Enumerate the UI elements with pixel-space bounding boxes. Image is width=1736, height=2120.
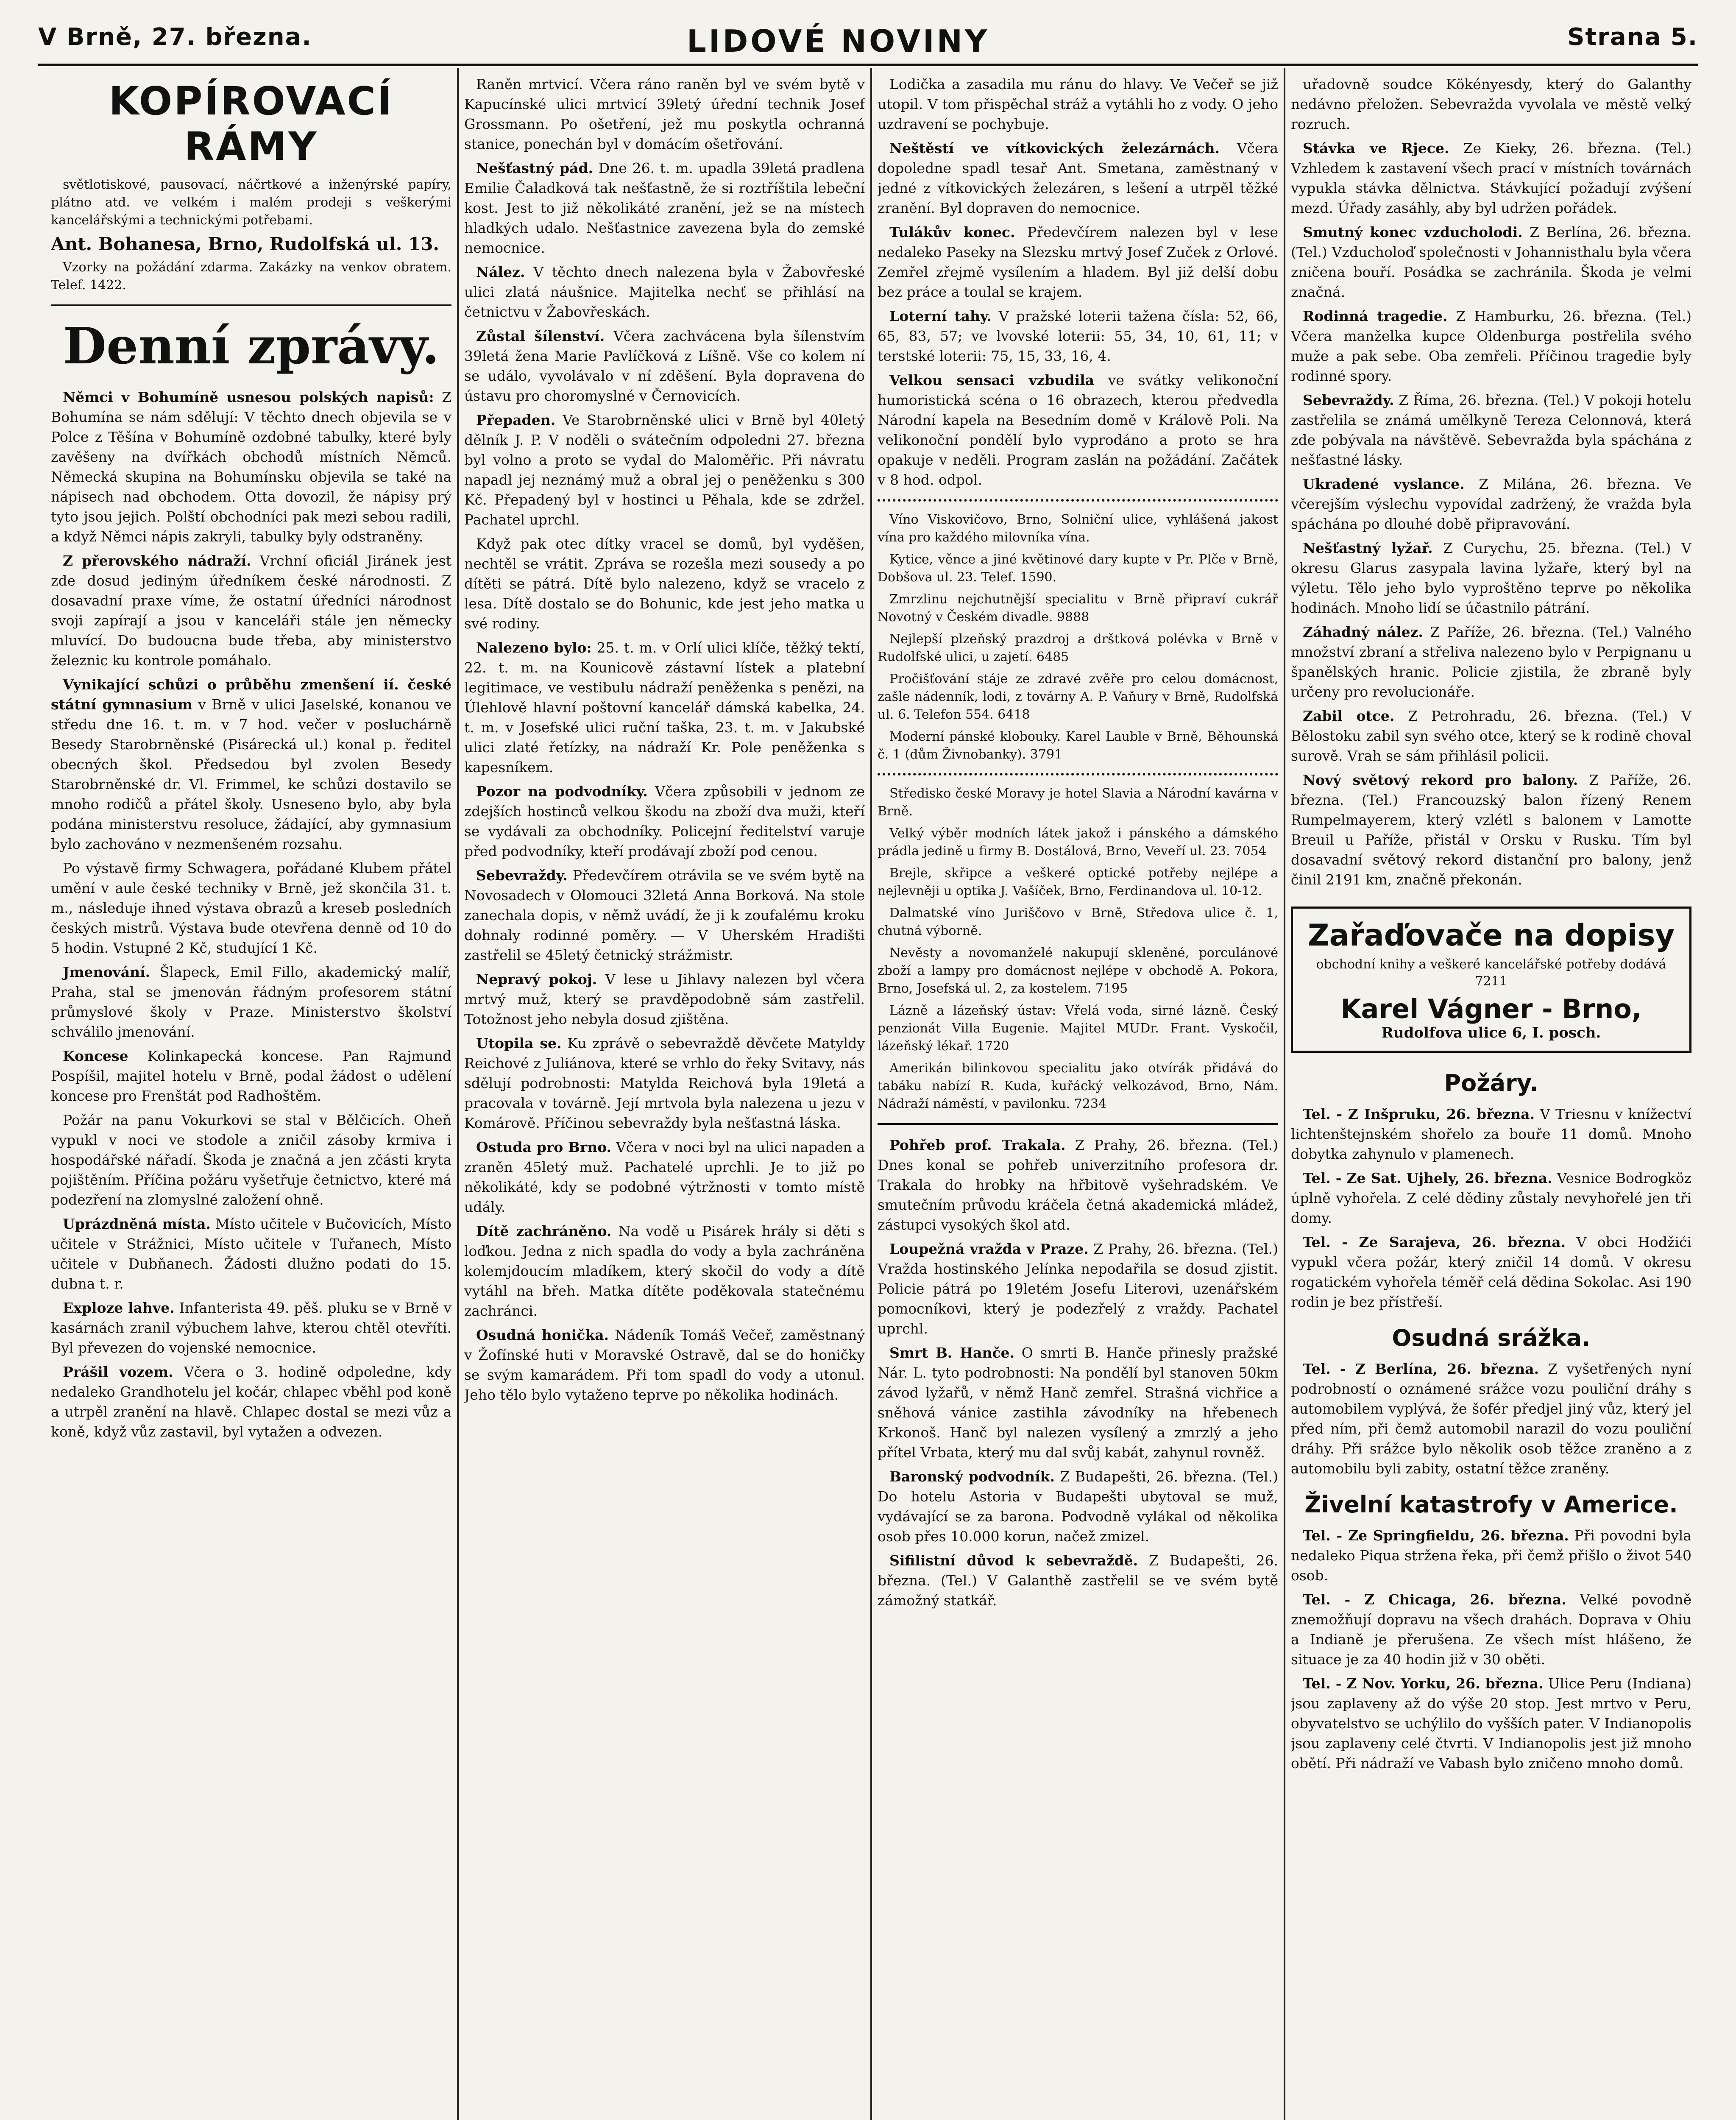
article-lead: Tulákův konec. [889, 224, 1015, 240]
article [464, 969, 865, 1029]
article-body: Z Paříže, 26. března. (Tel.) Francouzský balon řízený Renem Rumpelmayerem, který vzlétl s balonem v Lamotte Breuil u Paříže, přistál v Orsku v Rusku. Tím byl dosavadní světový rekord distanční pro balony, jenž činil 2191 km, značně překonán. [1291, 772, 1691, 888]
divider [51, 304, 451, 306]
article-lead: Z přerovského nádraží. [63, 552, 251, 569]
article [464, 638, 865, 777]
article [878, 306, 1278, 366]
article-body: O smrti B. Hanče přinesly pražské Nár. L. tyto podrobnosti: Na pondělí byl stanoven 50km závod lyžařů, v němž Hanč zemřel. Strašná vichřice a sněhová vánice zastihla závodníky na hřebenech Krkonoš. Hanč byl nalezen vysílený a zmrzlý a jeho přítel Vrbata, který mu dal svůj kabát, zahynul rovněž. [878, 1345, 1278, 1461]
newspaper-title: LIDOVÉ NOVINY [687, 23, 990, 59]
article [51, 1362, 451, 1442]
article-body: Kolinkapecká koncese. Pan Rajmund Pospíšil, majitel hotelu v Brně, podal žádost o udělení koncese pro Frenštát pod Radhoštěm. [51, 1048, 451, 1104]
article-lead: Tel. - Ze Springfieldu, 26. března. [1303, 1527, 1569, 1544]
article-lead: Tel. - Z Inšpruku, 26. března. [1303, 1106, 1535, 1122]
article-body: Včera zachvácena byla šílenstvím 39letá žena Marie Pavlíčková z Líšně. Vše co kolem ní se událo, vyvolávalo v ní zděšení. Byla dopravena do ústavu pro choromyslné v Černovicích. [464, 328, 865, 404]
article-lead: Němci v Bohumíně usnesou polských napisů: [63, 389, 434, 405]
article-body: V pražské loterii tažena čísla: 52, 66, 65, 83, 57; ve lvovské loterii: 55, 34, 10, 61, 11; v terstské loterii: 75, 15, 33, 16, 4. [878, 308, 1278, 364]
article-lead: Stávka ve Rjece. [1303, 140, 1449, 156]
article [464, 1137, 865, 1217]
article-lead: Zabil otce. [1303, 708, 1395, 724]
article [1291, 1674, 1691, 1773]
ad-text: světlotiskové, pausovací, náčrtkové a inženýrské papíry, plátno atd. ve velkém i malém prodeji s veškerými kancelářskými a technickými potřebami. [51, 177, 451, 228]
article [464, 158, 865, 258]
article-lead: Sifilistní důvod k sebevraždě. [889, 1552, 1138, 1569]
article-lead: Uprázdněná místa. [63, 1216, 211, 1232]
article-lead: Prášil vozem. [63, 1364, 173, 1380]
article-lead: Nešťastný pád. [476, 160, 594, 176]
article-body: Místo učitele v Bučovicích, Místo učitele v Strážnici, Místo učitele v Tuřanech, Místo učitele v Dubňanech. Žádosti dlužno podati do 15. dubna t. r. [51, 1216, 451, 1292]
article-body: Dne 26. t. m. upadla 39letá pradlena Emilie Čaladková tak nešťastně, že si roztříštila lebeční kost. Jest to již několikáté zranění, jež se na místech hladkých udalo. Nešťastnice zavezena byla do zemské nemocnice. [464, 160, 865, 256]
article-body: Předevčírem otrávila se ve svém bytě na Novosadech v Olomouci 32letá Anna Borková. Na stole zanechala dopis, v němž uvádí, že ji k zoufalému kroku dohnaly rodinné poměry. — V Uherském Hradišti zastřelil se 45letý četnický strážmistr. [464, 867, 865, 963]
article-lead: Dítě zachráněno. [476, 1223, 612, 1239]
classified-ad: Nejlepší plzeňský prazdroj a drštková polévka v Brně v Rudolfské ulici, u zajetí. 6485 [878, 632, 1278, 664]
article-lead: Záhadný nález. [1303, 624, 1423, 640]
article [1291, 306, 1691, 386]
article [878, 1467, 1278, 1546]
masthead-rule [38, 64, 1698, 66]
article [51, 1046, 451, 1106]
page-number: Strana 5. [1567, 23, 1698, 51]
article-body: Z Říma, 26. března. (Tel.) V pokoji hotelu zastřelila se známá umělkyně Tereza Celonnová, která zde pobývala na návštěvě. Sebevražda byla spáchána z nešťastné lásky. [1291, 392, 1691, 468]
article-lead: Tel. - Z Berlína, 26. března. [1303, 1361, 1539, 1377]
article-lead: Jmenování. [63, 964, 150, 980]
article-lead: Ukradené vyslance. [1303, 476, 1465, 492]
article [1291, 1232, 1691, 1312]
article-lead: Vynikající schůzi o průběhu zmenšení ií. české státní gymnasium [51, 676, 451, 713]
article [1291, 770, 1691, 890]
article-body: ve svátky velikonoční humoristická scéna o 16 obrazech, kterou předvedla Národní kapela na Besedním domě v Králově Poli. Na velikonoční pondělí bylo vyprodáno a proto se hra opakuje v neděli. Program zaslán na požádání. Začátek v 8 hod. odpol. [878, 372, 1278, 488]
article [1291, 1359, 1691, 1478]
article-body: V obci Hodžići vypukl včera požár, který zničil 14 domů. V okresu rogatickém vyhořela téměř celá dědina Sokolac. Asi 190 rodin je bez přístřeší. [1291, 1234, 1691, 1310]
article: Když pak otec dítky vracel se domů, byl vyděšen, nechtěl se vrátit. Zpráva se rozešla mezi sousedy a po dítěti se pátrá. Dítě bylo nalezeno, když se vracelo z lesa. Dítě dostalo se do Bohunic, kde jest jeho matka u své rodiny. [464, 536, 865, 632]
article-body: Šlapeck, Emil Fillo, akademický malíř, Praha, stal se jmenován řádným profesorem státní průmyslové školy v Praze. Ministerstvo školství schválilo jmenování. [51, 964, 451, 1040]
section-title: Denní zprávy. [63, 316, 440, 375]
article-body: Z vyšetřených nyní podrobností o oznámené srážce vozu pouliční dráhy s automobilem vyplývá, že šofér předjel jiný vůz, který jel před ním, při čemž automobil narazil do vozu pouliční dráhy. Při srážce bylo několik osob těžce zraněno a z automobilu byli zabity, ostatní těžce zraněny. [1291, 1361, 1691, 1477]
article-lead: Přepaden. [476, 412, 556, 428]
article-body: Velké povodně znemožňují dopravu na všech drahách. Doprava v Ohiu a Indianě je přerušena. Ze všech míst hlášeno, že situace je za 40 hodin již v 30 oběti. [1291, 1591, 1691, 1668]
article-lead: Velkou sensaci vzbudila [889, 372, 1095, 388]
article-lead: Tel. - Ze Sarajeva, 26. března. [1303, 1234, 1566, 1250]
classified-ad: Brejle, skřipce a veškeré optické potřeby nejlépe a nejlevněji u optika J. Vašíček, Brno, Ferdinandova ul. 10-12. [878, 866, 1278, 898]
article-body: Předevčírem nalezen byl v lese nedaleko Paseky na Slezsku mrtvý Josef Zuček z Orlové. Zemřel zřejmě vysílením a hladem. Byl již delší dobu bez práce a toulal se krajem. [878, 224, 1278, 300]
column-divider [457, 68, 459, 2120]
classified-ad: Víno Viskovičovo, Brno, Solniční ulice, vyhlášená jakost vína pro každého milovníka vína. [878, 512, 1278, 545]
article-body: Ze Kieky, 26. března. (Tel.) Vzhledem k zastavení všech prací v místních továrnách vypukla stávka dělnictva. Stávkující požadují zvýšení mezd. Úřady zasáhly, aby byl udržen pořádek. [1291, 140, 1691, 216]
article-lead: Ostuda pro Brno. [476, 1139, 612, 1155]
article-body: Z Prahy, 26. března. (Tel.) Vražda hostinského Jelínka nepodařila se dosud zjistit. Policie pátrá po 19letém Josefu Literovi, uzenářském pomocníkovi, který je podezřelý z vraždy. Pachatel uprchl. [878, 1241, 1278, 1337]
article-lead: Tel. - Z Nov. Yorku, 26. března. [1303, 1675, 1544, 1692]
article-lead: Loterní tahy. [889, 308, 992, 324]
article-body: Infanterista 49. pěš. pluku se v Brně v kasárnách zranil výbuchem lahve, kterou chtěl otevříti. Byl převezen do vojenské nemocnice. [51, 1300, 451, 1356]
classified-ad: Lázně a lázeňský ústav: Vřelá voda, sirné lázně. Český penzionát Villa Eugenie. Majitel MUDr. Frant. Vyskočil, lázeňský lékař. 1720 [878, 1003, 1278, 1054]
article [878, 222, 1278, 302]
column-4 [1291, 74, 1691, 2120]
article-body: Ve Starobrněnské ulici v Brně byl 40letý dělník J. P. V noděli o svátečním odpoledni 27. března byl volno a proto se vydal do Maloměřic. Při návratu napadl jej neznámý muž a obral jej o peněženku s 300 Kč. Přepadený byl v hostinci u Pěhala, kde se zdržel. Pachatel uprchl. [464, 412, 865, 528]
classified-ad: Moderní pánské klobouky. Karel Lauble v Brně, Běhounská č. 1 (dům Živnobanky). 3791 [878, 729, 1278, 762]
column-2 [464, 74, 865, 2120]
subsection-title: Požáry. [1444, 1070, 1538, 1096]
article-lead: Smutný konec vzducholodi. [1303, 224, 1523, 240]
article-body: Z Hamburku, 26. března. (Tel.) Včera manželka kupce Oldenburga postřelila svého muže a pak sebe. Oba zemřeli. Příčinou tragedie byly rodinné spory. [1291, 308, 1691, 384]
article-body: Včera o 3. hodině odpoledne, kdy nedaleko Grandhotelu jel kočár, chlapec vběhl pod koně a utrpěl zranění na hlavě. Chlapec dostal se mezi vůz a koně, když vůz zastavil, byl vytažen a odvezen. [51, 1364, 451, 1440]
article-body: Vesnice Bodrogköz úplně vyhořela. Z celé dědiny zůstaly nevyhořelé jen tři domy. [1291, 1170, 1691, 1226]
column-divider [870, 68, 872, 2120]
article: Raněn mrtvicí. Včera ráno raněn byl ve svém bytě v Kapucínské ulici mrtvicí 39letý úřední technik Josef Grossmann. Po ošetření, jež mu poskytla ochranná stanice, ponechán byl v domácím ošetřování. [464, 76, 865, 152]
ad-box [1291, 907, 1691, 1053]
article-body: 25. t. m. v Orlí ulici klíče, těžký tektí, 22. t. m. na Kounicově zástavní lístek a platební legitimace, ve vestibulu nádraží peněženka s penězi, na Úlehlově hlavní poštovní kancelář dámská kabelka, 24. t. m. v Josefské ulici ruční taška, 23. t. m. v Jakubské ulici zlaté řetízky, na nádraží Kr. Pole peněženka s kapesníkem. [464, 639, 865, 775]
article-lead: Sebevraždy. [1303, 392, 1394, 408]
subsection-title: Osudná srážka. [1392, 1325, 1591, 1351]
article [464, 1325, 865, 1405]
article-body: Při povodni byla nedaleko Piqua stržena řeka, při čemž přišlo o život 540 osob. [1291, 1527, 1691, 1584]
article: Lodička a zasadila mu ránu do hlavy. Ve Večeř se již utopil. V tom přispěchal stráž a vytáhli ho z vody. O jeho uzdravení se pochybuje. [878, 76, 1278, 132]
article-body: Z Paříže, 26. března. (Tel.) Valného množství zbraní a střeliva nalezeno bylo v Perpignanu u španělských hranic. Policie zjistila, že zbraně byly určeny pro revolucionáře. [1291, 624, 1691, 700]
article-lead: Nepravý pokoj. [476, 971, 597, 987]
article [1291, 706, 1691, 766]
article-lead: Smrt B. Hanče. [889, 1345, 1015, 1361]
article-body: Nádeník Tomáš Večeř, zaměstnaný v Žofínské huti v Moravské Ostravě, dal se do honičky se svým kamarádem. Při tom spadl do vody a utonul. Jeho tělo bylo vytaženo teprve po několika hodinách. [464, 1327, 865, 1403]
article: Požár na panu Vokurkovi se stal v Bělčicích. Oheň vypukl v noci ve stodole a zničil zásoby krmiva i hospodářské nářadí. Škoda je značná a jen zčásti kryta pojištěním. Příčina požáru vyšetřuje četnictvo, které má podezření na zlomyslné založení ohně. [51, 1112, 451, 1208]
article-body: Z Milána, 26. března. Ve včerejším výslechu vypovídal zadržený, že vražda byla spáchána po dlouhé době připravování. [1291, 476, 1691, 532]
article-body: Ulice Peru (Indiana) jsou zaplaveny až do výše 20 stop. Jest mrtvo v Peru, obyvatelstvo se uchýlilo do vyšších pater. V Indianopolis jsou zaplaveny celé čtvrti. V Indianopolis jest již mnoho obětí. Při nádraží ve Vabash bylo zničeno mnoho domů. [1291, 1675, 1691, 1771]
article-body: Ku zprávě o sebevraždě děvčete Matyldy Reichové z Juliánova, které se vrhlo do řeky Svitavy, nás sdělují podrobnosti: Matylda Reichová byla 19letá a pracovala v továrně. Její mrtvola byla nalezena u jezu v Komárově. Příčinou sebevraždy byla nešťastná láska. [464, 1035, 865, 1131]
article [51, 962, 451, 1042]
article [464, 326, 865, 406]
classified-ad: Amerikán bilinkovou specialitu jako otvírák přidává do tabáku nabízí R. Kuda, kuřácký velkozávod, Brno, Nám. Nádraží náměstí, v pavilonku. 7234 [878, 1061, 1278, 1111]
article-lead: Zůstal šílenství. [476, 328, 605, 344]
divider [878, 773, 1278, 775]
article [51, 387, 451, 547]
article: uřadovně soudce Kökényesdy, který do Galanthy nedávno přeložen. Sebevražda vyvolala ve městě velký rozruch. [1291, 76, 1691, 132]
article [878, 1343, 1278, 1462]
article-body: Z Prahy, 26. března. (Tel.) Dnes konal se pohřeb univerzitního profesora dr. Trakala do hrobky na hřbitově vyšehradském. Ve smutečním průvodu kráčela četná akademická mládež, zástupci vysokých škol atd. [878, 1137, 1278, 1233]
ad-footer: Vzorky na požádání zdarma. Zakázky na venkov obratem. Telef. 1422. [51, 260, 451, 293]
article-lead: Tel. - Z Chicaga, 26. března. [1303, 1591, 1566, 1608]
classified-ad: Kytice, věnce a jiné květinové dary kupte v Pr. Plče v Brně, Dobšova ul. 23. Telef. 1590. [878, 552, 1278, 585]
article-body: V těchto dnech nalezena byla v Žabovřeské ulici zlatá náušnice. Majitelka nechť se přihlásí na četnictvu v Žabovřeskách. [464, 264, 865, 320]
article-lead: Pozor na podvodníky. [476, 783, 648, 800]
article-body: Vrchní oficiál Jiránek jest zde dosud jediným úředníkem české národnosti. Z dosavadní praxe víme, že ostatní úředníci národnost svoji zapírají a jsou v kanceláři stále jen německy mluvící. Do budoucna bude třeba, aby ministerstvo železnic ku kontrole pomáhalo. [51, 552, 451, 669]
article-lead: Rodinná tragedie. [1303, 308, 1448, 324]
issue-date: V Brně, 27. března. [38, 23, 312, 51]
classified-ad: Velký výběr modních látek jakož i pánského a dámského prádla jedině u firmy B. Dostálová, Brno, Veveří ul. 23. 7054 [878, 826, 1278, 859]
ad-box-address: Rudolfova ulice 6, I. posch. [1381, 1024, 1601, 1041]
article-lead: Sebevraždy. [476, 867, 568, 884]
ad-box-subtitle: obchodní knihy a veškeré kancelářské potřeby dodává 7211 [1316, 957, 1666, 989]
ad-box-title: Zařaďovače na dopisy [1307, 918, 1675, 953]
article-lead: Tel. - Ze Sat. Ujhely, 26. března. [1303, 1170, 1552, 1186]
article [878, 1239, 1278, 1339]
article-body: Z Curychu, 25. března. (Tel.) V okresu Glarus zasypala lavina lyžaře, který byl na výletu. Tělo jeho bylo vyproštěno teprve po několika hodinách. Mnoho lidí se účastnilo pátrání. [1291, 540, 1691, 616]
article-lead: Nový světový rekord pro balony. [1303, 772, 1578, 788]
article-body: Z Petrohradu, 26. března. (Tel.) V Bělostoku zabil syn svého otce, který se k rodině choval surově. Vrah se sám přihlásil policii. [1291, 708, 1691, 764]
ad-headline: KOPÍROVACÍ RÁMY [109, 78, 394, 169]
article: Po výstavě firmy Schwagera, pořádané Klubem přátel umění v aule české techniky v Brně, jež skončila 31. t. m., následuje ihned výstava obrazů a kreseb posledních českých mistrů. Výstava bude otevřena denně od 10 do 5 hodin. Vstupné 2 Kč, studující 1 Kč. [51, 860, 451, 956]
article-lead: Neštěstí ve vítkovických železárnách. [889, 140, 1220, 156]
article-body: Na vodě u Pisárek hrály si děti s loďkou. Jedna z nich spadla do vody a byla zachráněna kolemjdoucím mladíkem, který skočil do vody a dítě vytáhl na břeh. Matka dítěte poděkovala statečnému zachránci. [464, 1223, 865, 1319]
article [1291, 622, 1691, 702]
article [1291, 390, 1691, 470]
article-body: Z Budapešti, 26. března. (Tel.) V Galanthě zastřelil se ve svém bytě zámožný statkář. [878, 1552, 1278, 1609]
article [878, 138, 1278, 218]
article [464, 410, 865, 530]
classified-ad: Středisko české Moravy je hotel Slavia a Národní kavárna v Brně. [878, 786, 1278, 819]
article [878, 370, 1278, 490]
article-body: Z Bohumína se nám sdělují: V těchto dnech objevila se v Polce z Těšína v Bohumíně ozdobné tabulky, které byly zavěšeny na dvířkách obchodů místních Němců. Německá skupina na Bohumínsku objevila se také na nápisech nad obchodem. Otta dovozil, že nápisy prý tyto jsou jejich. Polští obchodníci pak mezi sebou radili, a když Němci nápis zakryli, tabulky byly odstraněny. [51, 389, 451, 545]
article [1291, 1104, 1691, 1164]
article-body: Z Budapešti, 26. března. (Tel.) Do hotelu Astoria v Budapešti ubytoval se muž, vydávající se za barona. Podvodně vylákal od několika osob přes 10.000 korun, načež zmizel. [878, 1468, 1278, 1545]
column-1 [51, 74, 451, 2120]
masthead [38, 0, 1698, 64]
article-lead: Utopila se. [476, 1035, 562, 1052]
article-lead: Koncese [63, 1048, 128, 1064]
ad-box-company: Karel Vágner - Brno, [1340, 993, 1642, 1024]
divider [878, 1123, 1278, 1125]
classified-ad: Dalmatské víno Juriščovo v Brně, Středova ulice č. 1, chutná výborně. [878, 906, 1278, 938]
article-body: V lese u Jihlavy nalezen byl včera mrtvý muž, který se pravděpodobně sám zastřelil. Totožnost jeho nebyla dosud zjištěna. [464, 971, 865, 1027]
article [464, 1033, 865, 1133]
classified-ad: Pročišťování stáje ze zdravé zvěře pro celou domácnost, zašle nádenník, lodi, z továrny A. P. Vaňury v Brně, Rudolfská ul. 6. Telefon 554. 6418 [878, 672, 1278, 722]
column-divider [1284, 68, 1285, 2120]
article-body: V Triesnu v knížectví lichtenštejnském shořelo za bouře 11 domů. Mnoho dobytka zahynulo v plamenech. [1291, 1106, 1691, 1162]
classified-ad: Nevěsty a novomanželé nakupují skleněné, porculánové zboží a lampy pro domácnost nejlépe v obchodě A. Pokora, Brno, Josefská ul. 2, za kostelem. 7195 [878, 946, 1278, 996]
article [464, 1221, 865, 1321]
article-body: Včera dopoledne spadl tesař Ant. Smetana, zaměstnaný v jedné z vítkovických železáren, s lešení a utrpěl těžké zranění. Byl dopraven do nemocnice. [878, 140, 1278, 216]
article [1291, 138, 1691, 218]
article-body: Včera způsobili v jednom ze zdejších hostinců velkou škodu na zboží dva muži, kteří se vydávali za obchodníky. Policejní ředitelství varuje před podvodníky, kteří prodávají zboží pod cenou. [464, 783, 865, 859]
article [1291, 1168, 1691, 1228]
article [464, 262, 865, 322]
article [1291, 1526, 1691, 1585]
article-lead: Pohřeb prof. Trakala. [889, 1137, 1066, 1153]
article [878, 1551, 1278, 1610]
article-lead: Exploze lahve. [63, 1300, 175, 1316]
article [464, 865, 865, 965]
article [464, 781, 865, 861]
article [51, 1214, 451, 1294]
article-lead: Nález. [476, 264, 525, 280]
article-lead: Nalezeno bylo: [476, 639, 592, 656]
article [1291, 222, 1691, 302]
divider [878, 499, 1278, 502]
article-body: Z Berlína, 26. března. (Tel.) Vzducholoď společnosti v Johannisthalu byla včera zničena bouří. Posádka se zachránila. Škoda je velmi značná. [1291, 224, 1691, 300]
classified-ad: Zmrzlinu nejchutnější specialitu v Brně připraví cukrář Novotný v Českém divadle. 9888 [878, 592, 1278, 625]
article [878, 1135, 1278, 1235]
article [51, 551, 451, 670]
article [51, 1298, 451, 1358]
ad-address: Ant. Bohanesa, Brno, Rudolfská ul. 13. [51, 234, 440, 254]
column-3 [878, 74, 1278, 2120]
article-lead: Loupežná vražda v Praze. [889, 1241, 1089, 1257]
article [1291, 1590, 1691, 1669]
subsection-title: Živelní katastrofy v Americe. [1304, 1491, 1678, 1518]
article [1291, 474, 1691, 534]
article-lead: Baronský podvodník. [889, 1468, 1055, 1485]
article-lead: Nešťastný lyžař. [1303, 540, 1433, 556]
article [51, 675, 451, 854]
article-body: Včera v noci byl na ulici napaden a zraněn 45letý muž. Pachatelé uprchli. Je to již po několikáté, kdy se podobné výtržnosti v tomto místě udály. [464, 1139, 865, 1215]
article [1291, 538, 1691, 618]
article-body: v Brně v ulici Jaselské, konanou ve středu dne 16. t. m. v 7 hod. večer v posluchárně Besedy Starobrněnské (Pisárecká ul.) konal p. ředitel obecných škol. Předsedou byl zvolen Besedy Starobrněnské dr. Vl. Frimmel, ke schůzi dostavilo se mnoho rodičů a přátel školy. Usneseno bylo, aby byla podána ministerstvu resoluce, žádající, aby gymnasium bylo zachováno v nezmenšeném rozsahu. [51, 696, 451, 852]
article-lead: Osudná honička. [476, 1327, 609, 1343]
